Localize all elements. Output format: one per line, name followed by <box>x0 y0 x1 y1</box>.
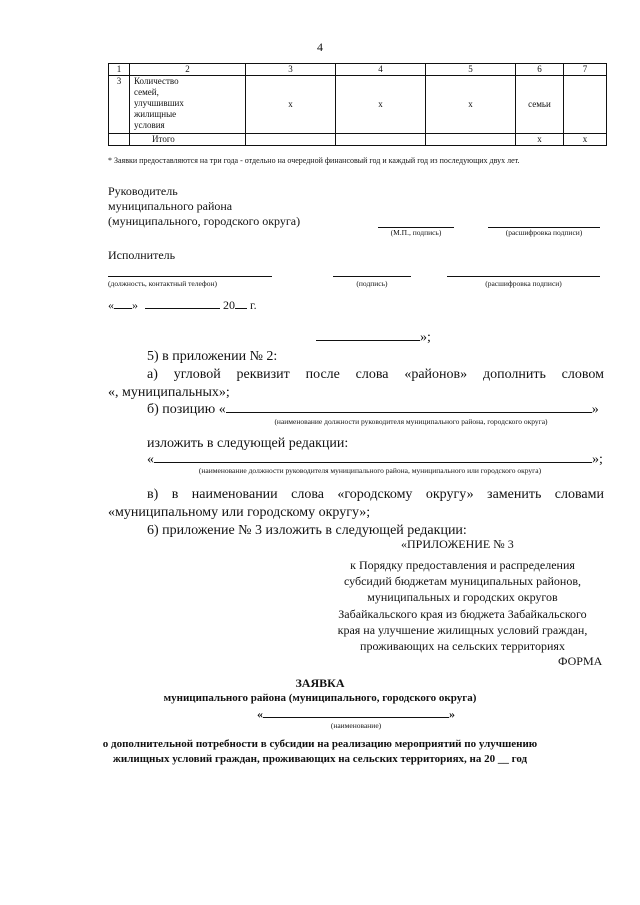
table-total-row <box>109 134 607 146</box>
table-cell: 3 <box>109 76 130 134</box>
zayavka-title: ЗАЯВКА <box>295 676 345 690</box>
position-caption: (должность, контактный телефон) <box>108 279 217 288</box>
item-5: 5) в приложении № 2: <box>147 349 278 364</box>
appendix-line: Забайкальского края из бюджета Забайкальского <box>338 606 587 621</box>
date-open: « <box>108 298 114 312</box>
decode-line-2 <box>447 276 600 277</box>
closing-line <box>316 328 431 348</box>
appendix-title: «ПРИЛОЖЕНИЕ № 3 <box>401 537 514 551</box>
appendix-line: к Порядку предоставления и распределения <box>350 558 575 572</box>
table-cell <box>426 134 516 146</box>
table-header-cell: 5 <box>426 64 516 76</box>
item-b-caption: (наименование должности руководителя муниципального района, городского округа) <box>274 417 548 426</box>
table-total-label: Итого <box>130 134 246 146</box>
table-cell-name <box>130 76 246 134</box>
table-cell: семьи <box>516 76 564 134</box>
head-block <box>108 184 300 229</box>
table-header-cell: 6 <box>516 64 564 76</box>
izl-open: « <box>147 452 154 467</box>
table-header-cell: 2 <box>130 64 246 76</box>
table-row <box>109 76 607 134</box>
date-year: 20 <box>223 298 235 312</box>
sign-caption: (подпись) <box>356 279 388 288</box>
table-header-row <box>109 64 607 76</box>
closing-quote: »; <box>420 330 431 345</box>
item-6: 6) приложение № 3 изложить в следующей редакции: <box>147 523 467 538</box>
appendix-line: края на улучшение жилищных условий граждан, <box>337 622 588 637</box>
head-line: (муниципального, городского округа) <box>108 214 301 228</box>
table-header-cell: 3 <box>246 64 336 76</box>
page-number: 4 <box>317 40 323 54</box>
izl-close: »; <box>592 452 603 467</box>
zayavka-name-line <box>257 707 455 722</box>
table-cell <box>564 76 607 134</box>
data-table <box>108 63 607 146</box>
table-cell: х <box>564 134 607 146</box>
zayavka-sub: муниципального района (муниципального, городского округа) <box>163 692 477 704</box>
table-cell: х <box>516 134 564 146</box>
appendix-line: субсидий бюджетам муниципальных районов, <box>343 574 582 589</box>
name-line: семей, <box>134 87 159 97</box>
zayavka-open: « <box>257 707 263 721</box>
name-line: Количество <box>134 76 179 86</box>
item-a-line1: а) угловой реквизит после слова «районов» дополнить словом <box>147 367 604 382</box>
appendix-line: муниципальных и городских округов <box>367 590 558 605</box>
decode-caption-2: (расшифровка подписи) <box>485 279 562 288</box>
table-cell: х <box>336 76 426 134</box>
table-cell <box>336 134 426 146</box>
sign-line <box>333 276 411 277</box>
item-b-suffix: » <box>591 402 599 417</box>
table-cell: х <box>246 76 336 134</box>
zayavka-line1: о дополнительной потребности в субсидии на реализацию мероприятий по улучшению <box>102 738 538 750</box>
table-cell: х <box>426 76 516 134</box>
table-header-cell: 1 <box>109 64 130 76</box>
izl-text: изложить в следующей редакции: <box>147 436 349 451</box>
item-v-line2: «муниципальному или городскому округу»; <box>108 505 371 520</box>
izl-caption: (наименование должности руководителя муниципального района, муниципального или городского округа) <box>198 466 542 475</box>
appendix-line: проживающих на сельских территориях <box>360 639 565 654</box>
name-line: жилищные <box>134 109 177 119</box>
table-cell <box>109 134 130 146</box>
decode-caption: (расшифровка подписи) <box>505 228 583 237</box>
item-a-line2: «, муниципальных»; <box>108 385 230 400</box>
name-line: улучшивших <box>134 98 184 108</box>
date-close: » <box>132 298 138 312</box>
head-line: муниципального района <box>108 199 233 213</box>
zayavka-close: » <box>449 707 455 721</box>
table-cell <box>246 134 336 146</box>
zayavka-line2: жилищных условий граждан, проживающих на сельских территориях, на 20 __ год <box>112 753 528 765</box>
appendix-block <box>320 557 605 654</box>
item-b-prefix: б) позицию « <box>147 402 226 417</box>
executor-label: Исполнитель <box>108 248 176 262</box>
table-header-cell: 7 <box>564 64 607 76</box>
head-line: Руководитель <box>108 184 178 198</box>
table-header-cell: 4 <box>336 64 426 76</box>
forma-label: ФОРМА <box>558 654 603 668</box>
date-line <box>108 298 257 313</box>
mp-caption: (М.П., подпись) <box>390 228 442 237</box>
name-line: условия <box>134 120 165 130</box>
item-v-line1: в) в наименовании слова «городскому округу» заменить словами <box>147 487 604 502</box>
zayavka-caption: (наименование) <box>330 721 382 730</box>
footnote: * Заявки предоставляются на три года - отдельно на очередной финансовый год и каждый год из последующих двух лет. <box>108 156 520 165</box>
position-line <box>108 276 272 277</box>
date-g: г. <box>250 298 257 312</box>
